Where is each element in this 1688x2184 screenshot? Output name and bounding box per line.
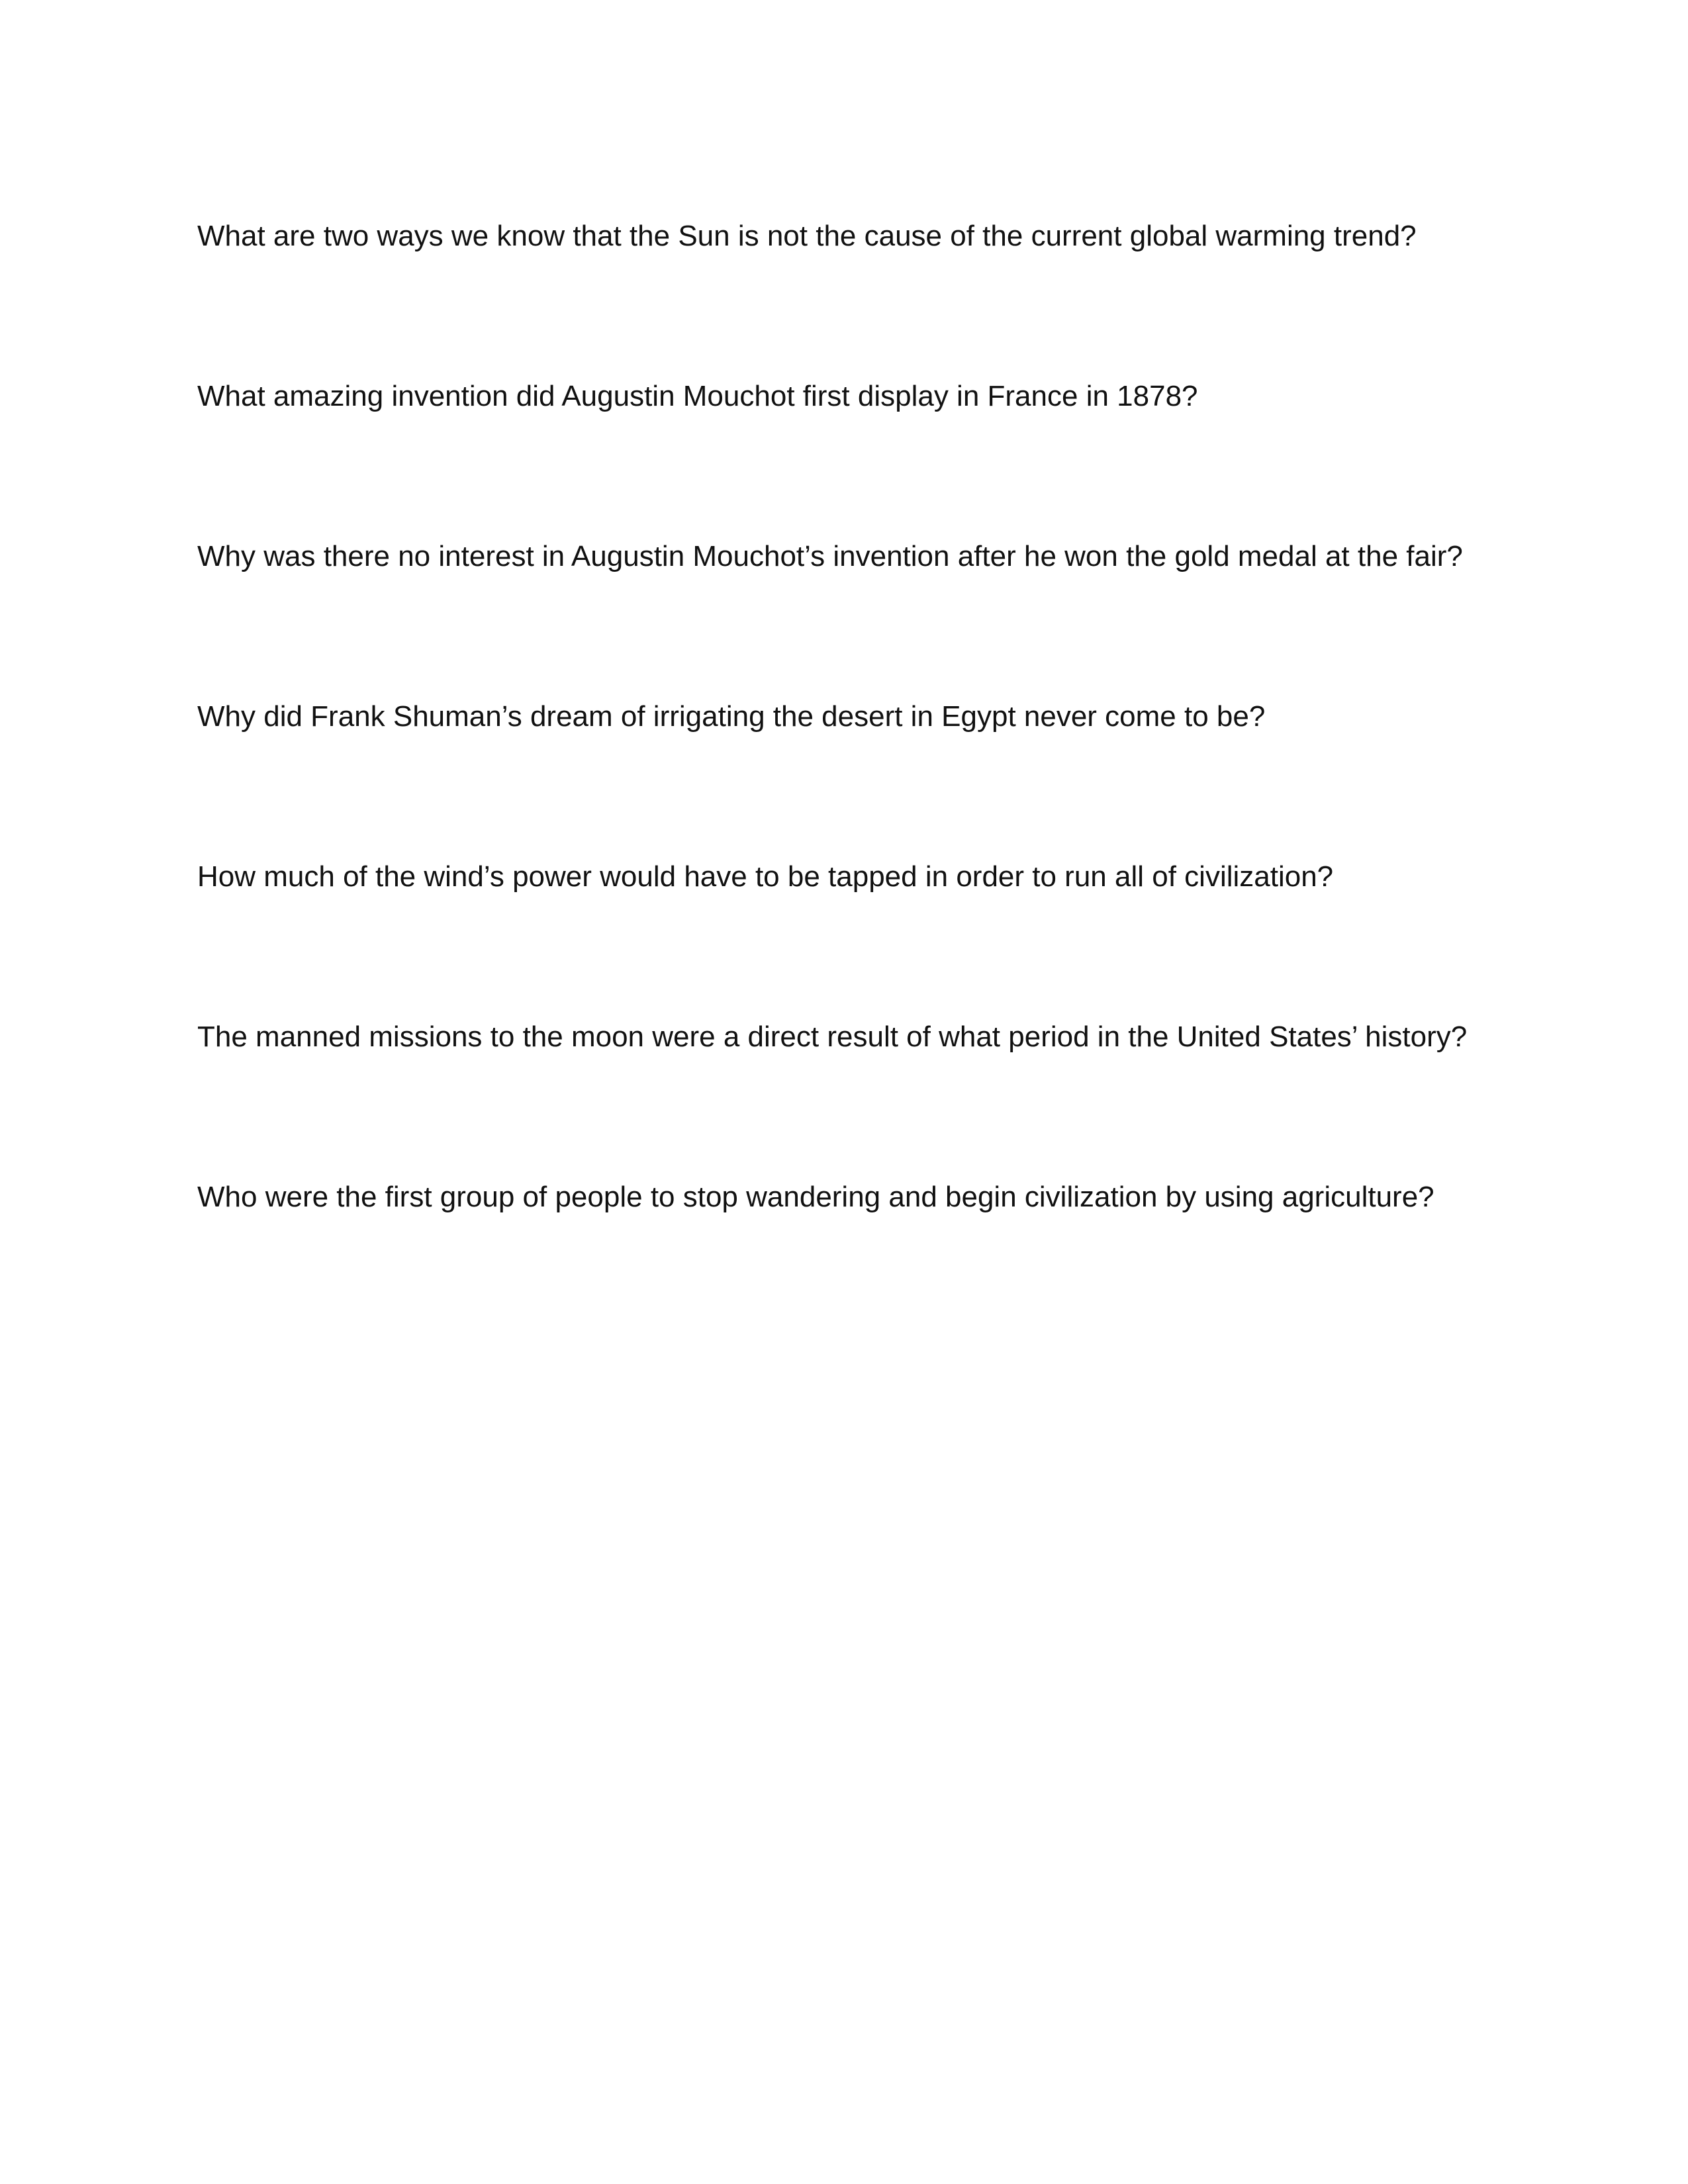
- question-moon-missions: The manned missions to the moon were a direct result of what period in the United States’ history?: [197, 1021, 1468, 1053]
- question-first-civilization: Who were the first group of people to stop wandering and begin civilization by using agriculture?: [197, 1181, 1434, 1213]
- question-list: [197, 196, 1495, 1317]
- question-mouchot-no-interest: Why was there no interest in Augustin Mouchot’s invention after he won the gold medal at the fair?: [197, 540, 1463, 572]
- question-shuman-egypt: Why did Frank Shuman’s dream of irrigating the desert in Egypt never come to be?: [197, 700, 1266, 733]
- question-mouchot-invention: What amazing invention did Augustin Mouchot first display in France in 1878?: [197, 380, 1198, 412]
- question-sun-global-warming: What are two ways we know that the Sun is not the cause of the current global warming trend?: [197, 220, 1417, 252]
- question-wind-power: How much of the wind’s power would have to be tapped in order to run all of civilization?: [197, 860, 1334, 893]
